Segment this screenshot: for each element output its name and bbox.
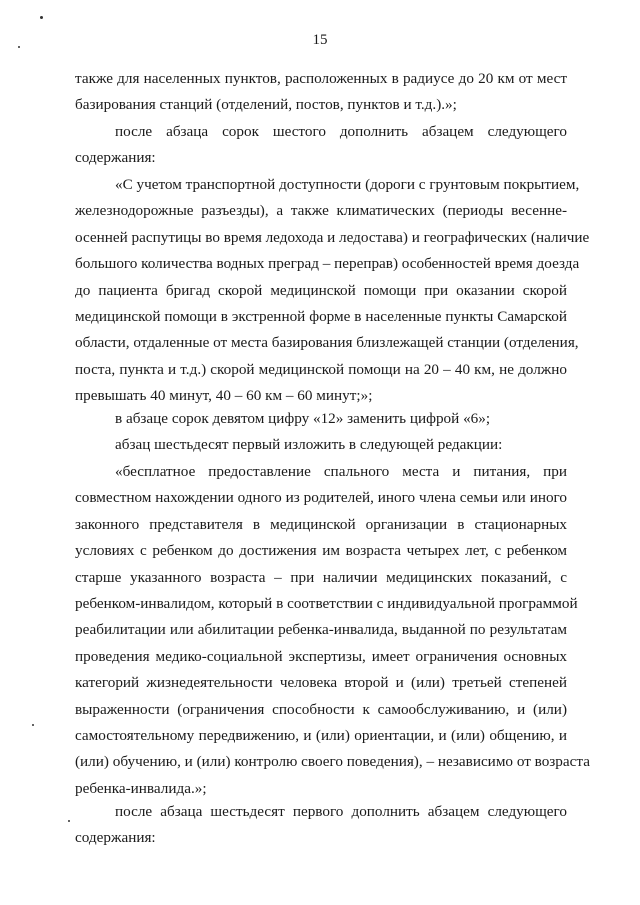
text-line: ребенком-инвалидом, который в соответствии с индивидуальной программой: [75, 594, 578, 612]
paragraph-amendment-insert: [75, 119, 567, 172]
text-line: проведения медико-социальной экспертизы, имеет ограничения основных: [75, 647, 567, 665]
text-line: базирования станций (отделений, постов, пунктов и т.д.).»;: [75, 96, 457, 114]
text-line: медицинской помощи в экстренной форме в населенные пункты Самарской: [75, 307, 567, 325]
text-line: после абзаца сорок шестого дополнить абзацем следующего: [115, 123, 567, 140]
text-line: абзац шестьдесят первый изложить в следующей редакции:: [115, 436, 503, 453]
text-line: в абзаце сорок девятом цифру «12» заменить цифрой «6»;: [115, 410, 491, 427]
text-line: самостоятельному передвижению, и (или) ориентации, и (или) общению, и: [75, 726, 567, 744]
paragraph-continuation: [75, 66, 567, 119]
text-line: поста, пункта и т.д.) скорой медицинской помощи на 20 – 40 км, не должно: [75, 360, 567, 378]
page-number: 15: [312, 32, 328, 48]
paragraph-restate: [75, 432, 567, 458]
text-line: выраженности (ограничения способности к самообслуживанию, и (или): [75, 700, 567, 718]
text-line: «С учетом транспортной доступности (дороги с грунтовым покрытием,: [115, 176, 580, 193]
text-line: законного представителя в медицинской организации в стационарных: [75, 515, 567, 533]
text-line: старше указанного возраста – при наличии медицинских показаний, с: [75, 568, 567, 586]
text-line: (или) обучению, и (или) контролю своего поведения), – независимо от возраста: [75, 753, 590, 771]
text-line: условиях с ребенком до достижения им возраста четырех лет, с ребенком: [75, 542, 567, 560]
paragraph-amendment-insert-2: [75, 799, 567, 852]
text-line: категорий жизнедеятельности человека второй и (или) третьей степеней: [75, 674, 567, 692]
text-line: после абзаца шестьдесят первого дополнить абзацем следующего: [115, 803, 567, 820]
text-line: содержания:: [75, 829, 156, 847]
scan-speck: [18, 46, 20, 48]
text-line: осенней распутицы во время ледохода и ледостава) и географических (наличие: [75, 228, 590, 246]
text-line: области, отдаленные от места базирования близлежащей станции (отделения,: [75, 334, 579, 352]
text-line: до пациента бригад скорой медицинской помощи при оказании скорой: [75, 281, 567, 299]
scan-speck: [32, 724, 34, 726]
text-line: железнодорожные разъезды), а также климатических (периоды весенне-: [75, 202, 567, 220]
paragraph-quoted-transport: [75, 172, 590, 410]
text-line: совместном нахождении одного из родителей, иного члена семьи или иного: [75, 489, 567, 507]
text-line: содержания:: [75, 149, 156, 167]
text-line: «бесплатное предоставление спального места и питания, при: [115, 463, 567, 480]
text-line: также для населенных пунктов, расположенных в радиусе до 20 км от мест: [75, 70, 567, 87]
scan-speck: [68, 820, 70, 822]
text-line: ребенка-инвалида.»;: [75, 779, 207, 797]
scan-speck: [40, 16, 43, 19]
paragraph-replace-digit: [75, 406, 567, 432]
text-line: превышать 40 минут, 40 – 60 км – 60 минут;»;: [75, 387, 373, 405]
text-line: большого количества водных преград – переправ) особенностей время доезда: [75, 255, 580, 273]
paragraph-quoted-free-bed: [75, 459, 590, 802]
text-line: реабилитации или абилитации ребенка-инвалида, выданной по результатам: [75, 621, 567, 639]
